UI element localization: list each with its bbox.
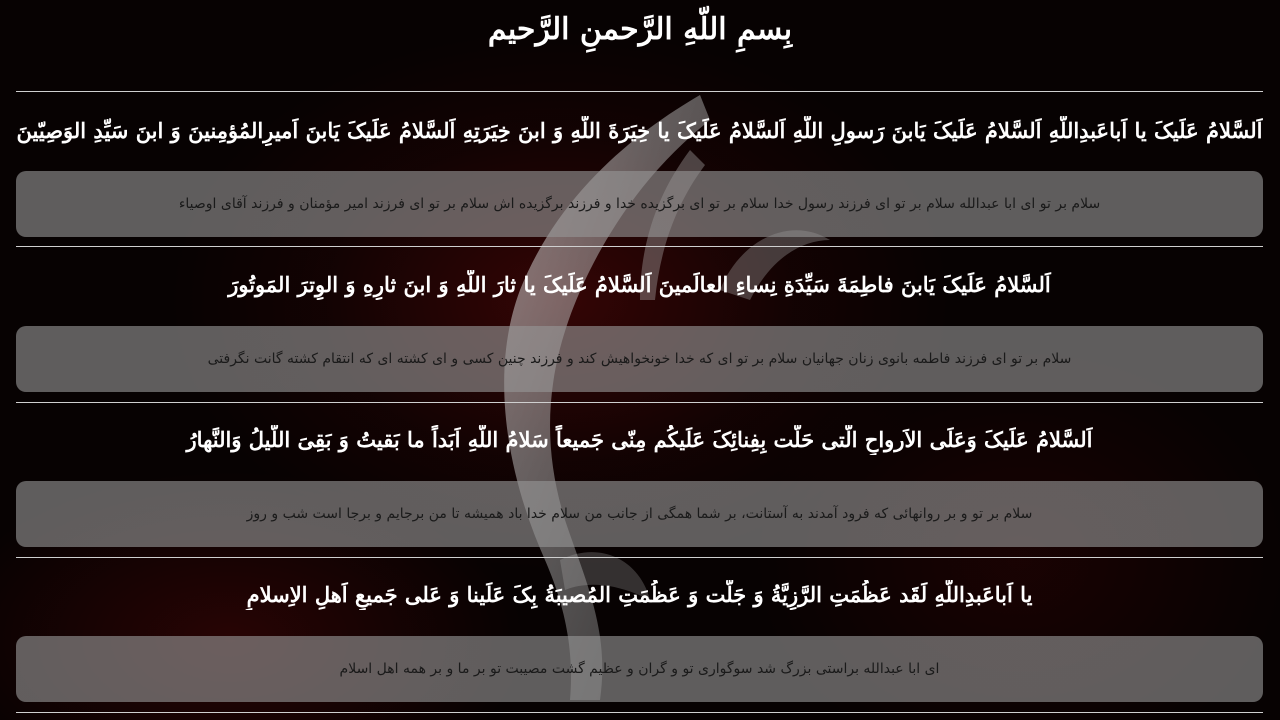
translation-text-2: سلام بر تو ای فرزند فاطمه بانوی زنان جهانیان سلام بر تو ای که خدا خونخواهیش کند و فرزند چنین کسی و ای کشته ای که انتقام کشته گانت نگرفتی (207, 351, 1072, 367)
divider (16, 402, 1263, 403)
arabic-verse-2: اَلسَّلامُ عَلَیکَ یَابنَ فاطِمَةَ سَیِّدَةِ نِساءِ العالَمینَ اَلسَّلامُ عَلَیکَ یا ثارَ اللّهِ وَ ابنَ ثارِهِ وَ الوِترَ المَوتُورَ (228, 272, 1051, 297)
arabic-verse-1: اَلسَّلامُ عَلَیکَ یا اَباعَبدِاللّهِ اَلسَّلامُ عَلَیکَ یَابنَ رَسولِ اللّهِ اَلسَّلامُ عَلَیکَ یا خِیَرَةَ اللّهِ وَ ابنَ خِیَرَتِهِ اَلسَّلامُ عَلَیکَ یَابنَ اَمیرِالمُؤمِنینَ وَ ابنَ سَیِّدِ الوَصِیّینَ (16, 118, 1263, 143)
divider (16, 91, 1263, 92)
divider (16, 712, 1263, 713)
translation-text-3: سلام بر تو و بر روانهائی که فرود آمدند به آستانت، بر شما همگی از جانب من سلام خدا باد همیشه تا من برجایم و برجا است شب و روز (246, 506, 1033, 522)
arabic-verse-3: اَلسَّلامُ عَلَیکَ وَعَلَی الاَرواحِ الَّتی حَلَّت بِفِنائِکَ عَلَیکُم مِنّی جَمیعاً سَلامُ اللّهِ اَبَداً ما بَقیتُ وَ بَقِیَ اللَّیلُ وَالنَّهارُ (186, 427, 1093, 452)
translation-text-4: ای ابا عبدالله براستی بزرگ شد سوگواری تو و گران و عظیم گشت مصیبت تو بر ما و بر همه اهل اسلام (339, 661, 940, 677)
translation-card-2 (16, 326, 1263, 392)
arabic-verse-4: یا اَباعَبدِاللّهِ لَقَد عَظُمَتِ الرَّزِیَّةُ وَ جَلَّت وَ عَظُمَتِ المُصیبَةُ بِکَ عَلَینا وَ عَلی جَمیعِ اَهلِ الاِسلامِ (246, 582, 1033, 607)
page-title: بِسمِ اللّهِ الرَّحمنِ الرَّحیم (487, 12, 793, 47)
translation-card-4 (16, 636, 1263, 702)
translation-card-3 (16, 481, 1263, 547)
divider (16, 246, 1263, 247)
translation-card-1 (16, 171, 1263, 237)
translation-text-1: سلام بر تو ای ابا عبدالله سلام بر تو ای فرزند رسول خدا سلام بر تو ای برگزیده خدا و فرزند برگزیده اش سلام بر تو ای فرزند امیر مؤمنان و فرزند آقای اوصیاء (178, 196, 1101, 212)
divider (16, 557, 1263, 558)
